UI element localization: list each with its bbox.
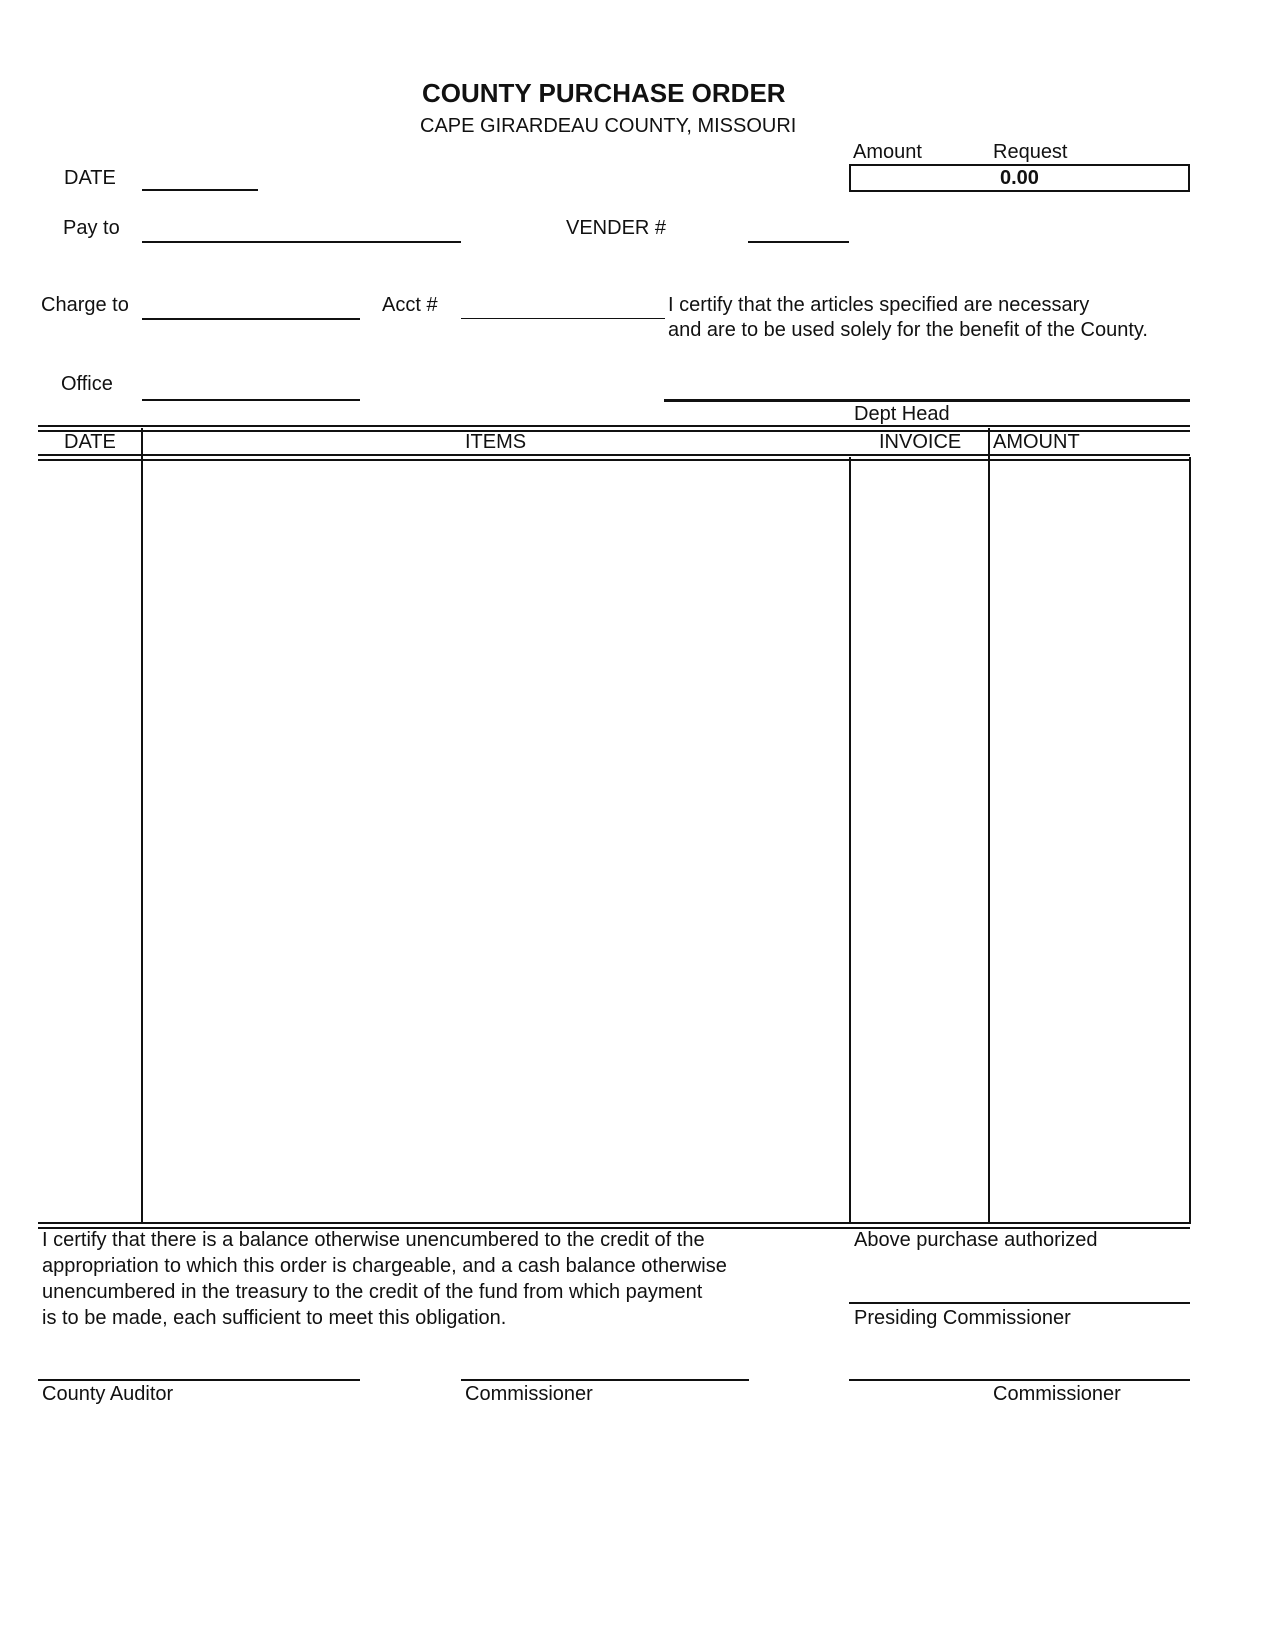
column-divider-date [141,428,143,1224]
column-header-items: ITEMS [465,431,527,453]
county-auditor-label: County Auditor [42,1383,174,1405]
table-right-border [1189,457,1191,1224]
auditor-certify-line3: unencumbered in the treasury to the credit of the fund from which payment [42,1281,703,1303]
column-header-date: DATE [64,431,116,453]
date-label: DATE [64,167,116,189]
charge-to-field[interactable] [142,293,364,319]
acct-label: Acct # [382,294,438,316]
form-subtitle: CAPE GIRARDEAU COUNTY, MISSOURI [420,115,797,137]
table-top-line-1 [38,425,1190,427]
auditor-certify-line4: is to be made, each sufficient to meet this obligation. [42,1307,507,1329]
column-header-amount: AMOUNT [993,431,1080,453]
county-auditor-signature-line[interactable] [38,1379,360,1381]
form-title: COUNTY PURCHASE ORDER [422,78,786,108]
acct-field[interactable] [461,293,669,319]
commissioner-1-label: Commissioner [465,1383,593,1405]
table-bottom-line-1 [38,1222,1190,1224]
column-divider-invoice [849,457,851,1224]
column-divider-amount [988,428,990,1224]
table-body-invoice[interactable] [852,462,987,1220]
dept-head-label: Dept Head [854,403,950,425]
auditor-certify-line1: I certify that there is a balance otherwise unencumbered to the credit of the [42,1229,705,1251]
pay-to-field[interactable] [142,216,465,242]
commissioner-2-label: Commissioner [993,1383,1121,1405]
vender-field[interactable] [748,216,853,242]
presiding-commissioner-signature-line[interactable] [849,1302,1190,1304]
charge-to-label: Charge to [41,294,129,316]
pay-to-label: Pay to [63,217,120,239]
table-body-amount[interactable] [991,462,1188,1220]
column-header-invoice: INVOICE [879,431,962,453]
header-bottom-line-1 [38,454,1190,456]
office-label: Office [61,373,113,395]
vender-label: VENDER # [566,217,667,239]
request-label: Request [993,141,1068,163]
authorization-label: Above purchase authorized [854,1229,1098,1251]
dept-certify-line2: and are to be used solely for the benefit of the County. [668,319,1148,341]
dept-certify-line1: I certify that the articles specified are necessary [668,294,1090,316]
amount-label: Amount [853,141,922,163]
commissioner-2-signature-line[interactable] [849,1379,1190,1381]
office-field[interactable] [142,374,364,400]
table-body-date[interactable] [40,462,140,1220]
presiding-commissioner-label: Presiding Commissioner [854,1307,1071,1329]
table-body-items[interactable] [144,462,848,1220]
commissioner-1-signature-line[interactable] [461,1379,749,1381]
amount-request-value: 0.00 [1000,167,1039,189]
auditor-certify-line2: appropriation to which this order is chargeable, and a cash balance otherwise [42,1255,727,1277]
header-bottom-line-2 [38,459,1190,461]
date-field[interactable] [142,164,262,190]
